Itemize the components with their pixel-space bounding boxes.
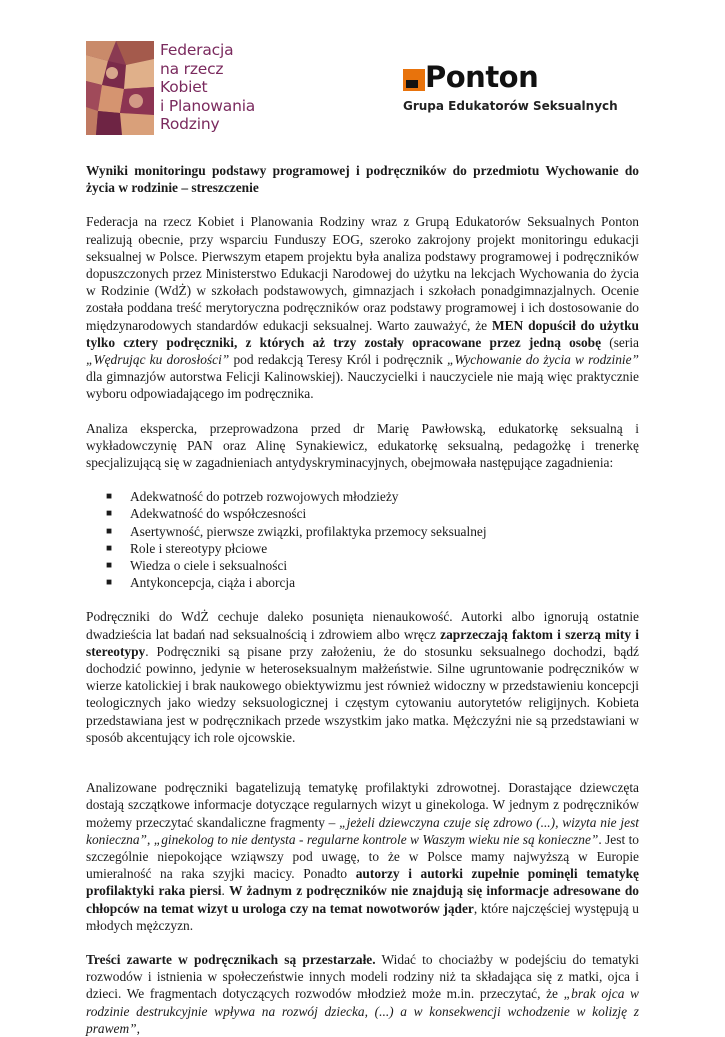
ponton-mark-icon bbox=[403, 69, 425, 91]
list-item bbox=[106, 557, 639, 574]
ponton-logo bbox=[401, 62, 641, 122]
text-run: dla gimnazjów autorstwa Felicji Kalinowskiej). Nauczycielki i nauczyciele nie mają więc praktycznie wyboru odpowiadającego im podręcznika. bbox=[86, 369, 639, 402]
paragraph-analysis: Analiza ekspercka, przeprowadzona przed dr Marię Pawłowską, edukatorkę seksualną i wykładowczynię PAN oraz Alinę Synakiewicz, edukatorkę seksualną, pedagożkę i trenerkę specjalizującą się w zagadnieniach antydyskryminacyjnych, obejmowała następujące zagadnienia: bbox=[86, 420, 639, 471]
spacer bbox=[86, 763, 639, 779]
bullet-icon: ■ bbox=[106, 525, 113, 537]
federation-logo-line: Rodziny bbox=[160, 115, 220, 134]
text-run: (seria bbox=[601, 334, 639, 350]
federation-logo-line: i Planowania bbox=[160, 96, 256, 115]
text-run: . Podręczniki są pisane przy założeniu, że do stosunku seksualnego dochodzi, bądź dochodzić powinno, jedynie w heteroseksualnym małżeństwie. Silne ugruntowanie podręczników w wierze katolickiej i brak naukowego obiektywizmu jest również widoczny w przedstawieniu koncepcji teologicznych jako wiedzy seksuologicznej i częstym cytowaniu autorytetów religijnych. Kobieta przedstawiana jest w podręcznikach przede wszystkim jako matka. Mężczyźni nie są przedstawiani w sposób akcentujący ich role ojcowskie. bbox=[86, 643, 639, 745]
list-item bbox=[106, 523, 639, 540]
list-item bbox=[106, 488, 639, 505]
list-item bbox=[106, 574, 639, 591]
bullet-icon: ■ bbox=[106, 491, 113, 503]
paragraph-outdated bbox=[86, 951, 639, 1037]
paragraph-intro bbox=[86, 213, 639, 402]
italic-run: „brak ojca w rodzinie destrukcyjnie wpływa na rozwój dziecka, (...) a w konsekwencji wchodzenie w kolizję z prawem” bbox=[86, 986, 639, 1036]
federation-logo-line: Federacja bbox=[160, 41, 234, 59]
federation-logo-line: na rzecz bbox=[160, 59, 224, 78]
italic-run: „Wędrując ku dorosłości” bbox=[86, 352, 230, 368]
list-item-label: Adekwatność do potrzeb rozwojowych młodzieży bbox=[130, 489, 399, 505]
list-item bbox=[106, 540, 639, 557]
paragraph-unscientific bbox=[86, 608, 639, 746]
italic-run: „jeżeli dziewczyna czuje się zdrowo (...), wizyta nie jest konieczna” bbox=[86, 814, 640, 847]
bold-run: W żadnym z podręczników nie znajdują się informacje adresowane do chłopców na temat wizyt u urologa czy na temat nowotworów jąder bbox=[86, 883, 639, 916]
list-item-label: Antykoncepcja, ciąża i aborcja bbox=[130, 575, 296, 591]
federation-mosaic-icon bbox=[86, 41, 154, 135]
list-item-label: Wiedza o ciele i seksualności bbox=[130, 558, 288, 574]
bold-run: zaprzeczają faktom i szerzą mity i stereotypy bbox=[86, 626, 640, 659]
list-item-label: Adekwatność do współczesności bbox=[130, 506, 307, 522]
text-run: . Jest to szczególnie niepokojące wziąwszy pod uwagę, to że w Polsce mamy najwyższą w Europie umieralność na raka szyjki macicy. Ponadto bbox=[86, 831, 639, 882]
text-run: Federacja na rzecz Kobiet i Planowania Rodziny wraz z Grupą Edukatorów Seksualnych Ponton realizują obecnie, przy wsparciu Funduszy EOG, szeroko zakrojony projekt monitoringu edukacji seksualnej w Polsce. Pierwszym etapem projektu była analiza podstawy programowej i podręczników dopuszczonych przez Ministerstwo Edukacji Narodowej do użytku na lekcjach Wychowania do życia w Rodzinie (WdŻ) w szkołach podstawowych, gimnazjach i szkołach ponadgimnazjalnych. Ocenie została poddana treść merytoryczna podręczników oraz podstawy programowej i ich dostosowanie do międzynarodowych standardów edukacji seksualnej. Warto zauważyć, że bbox=[86, 214, 639, 333]
text-run: , bbox=[147, 831, 154, 847]
federation-logo-line: Kobiet bbox=[160, 78, 208, 97]
italic-run: „Wychowanie do życia w rodzinie” bbox=[446, 352, 639, 368]
bold-run: Treści zawarte w podręcznikach są przestarzałe. bbox=[86, 951, 376, 967]
bold-run: autorzy i autorki zupełnie pominęli tematykę profilaktyki raka piersi bbox=[86, 866, 639, 899]
text-run: Podręczniki do WdŻ cechuje daleko posunięta nienaukowość. Autorki albo ignorują ostatnie dwadzieścia lat badań nad seksualnością i zdrowiem albo wręcz bbox=[86, 609, 639, 642]
document-body bbox=[86, 162, 639, 1037]
text-run: pod redakcją Teresy Król i podręcznik bbox=[229, 352, 447, 368]
paragraph-health bbox=[86, 779, 639, 934]
text-run: Analizowane podręczniki bagatelizują tematykę profilaktyki zdrowotnej. Dorastające dziewczęta dostają szczątkowe informacje dotyczące regularnych wizyt u ginekologa. W jednym z podręczników możemy przeczytać skandaliczne fragmenty – bbox=[86, 780, 639, 830]
bullet-icon: ■ bbox=[106, 560, 113, 572]
bullet-icon: ■ bbox=[106, 542, 113, 554]
bullet-icon: ■ bbox=[106, 577, 113, 589]
bullet-icon: ■ bbox=[106, 508, 113, 520]
text-run: Widać to chociażby w podejściu do tematyki rozwodów i istnienia w społeczeństwie innych modeli rodziny niż ta składająca się z matki, ojca i dzieci. We fragmentach dotyczących rozwodów młodzież może m.in. przeczytać, że bbox=[86, 951, 639, 1002]
text-run: , bbox=[136, 1020, 140, 1036]
bold-run: MEN dopuścił do użytku tylko cztery podręczniki, z których aż trzy zostały opracowane przez jedną osobę bbox=[86, 317, 639, 350]
list-item-label: Role i stereotypy płciowe bbox=[130, 540, 268, 556]
italic-run: „ginekolog to nie dentysta - regularne kontrole w Waszym wieku nie są konieczne” bbox=[153, 831, 599, 847]
ponton-brand: Ponton bbox=[425, 60, 539, 94]
ponton-subtitle: Grupa Edukatorów Seksualnych bbox=[403, 99, 618, 113]
federation-logo bbox=[86, 41, 266, 135]
list-item-label: Asertywność, pierwsze związki, profilaktyka przemocy seksualnej bbox=[130, 523, 487, 539]
topics-list bbox=[86, 488, 639, 591]
text-run: . bbox=[221, 883, 230, 899]
text-run: , które najczęściej występują u młodych mężczyzn. bbox=[86, 900, 639, 933]
list-item bbox=[106, 505, 639, 522]
document-title: Wyniki monitoringu podstawy programowej i podręczników do przedmiotu Wychowanie do życia w rodzinie – streszczenie bbox=[86, 163, 639, 196]
